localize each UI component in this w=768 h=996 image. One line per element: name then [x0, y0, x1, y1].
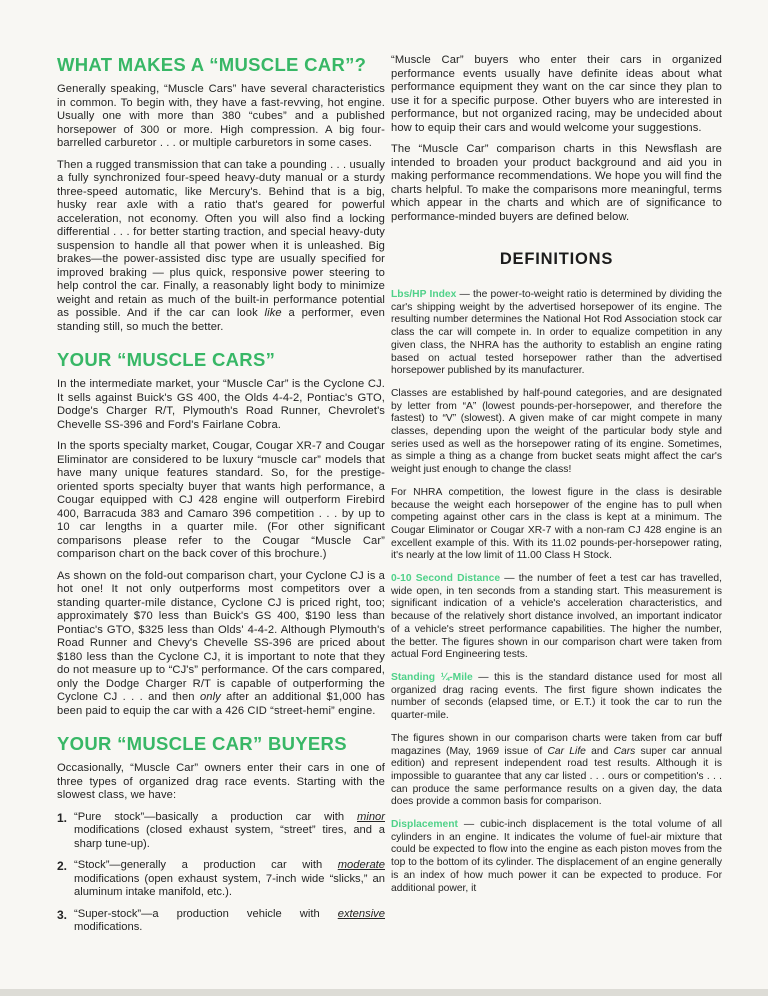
paragraph-your-cars-3: As shown on the fold-out comparison chart, your Cyclone CJ is a hot one! It not only outperforms most competitors over a standing quarter-mile distance, Cyclone CJ is priced right, too; approximately $70 less than Buick's GS 400, $190 less than Pontiac's GTO, $325 less than Olds' 4-4-2. Although Plymouth's Road Runner and Chevy's Chevelle SS-396 are priced about $180 less than the Cyclone CJ, it is important to note that they do not measure up to “CJ's” performance. Of the cars compared, only the Dodge Charger R/T is capable of outperforming the Cyclone CJ . . . and then only after an additional $1,000 has been paid to equip the car with a 426 CID “street-hemi” engine. [57, 569, 386, 717]
left-column [57, 54, 385, 943]
paragraph-newsflash: The “Muscle Car” comparison charts in this Newsflash are intended to broaden your product background and aid you in making performance recommendations. We hope you will find the charts helpful. To make the comparisons more meaningful, terms which appear in the charts and which are of significance to performance-minded buyers are defined below. [391, 143, 722, 223]
paragraph-buyers-intro: Occasionally, “Muscle Car” owners enter their cars in one of three types of organized drag race events. Starting with the slowest class, we have: [57, 762, 385, 801]
definition-lbs-hp-classes: Classes are established by half-pound categories, and are designated by letter from “A” (lowest pounds-per-horsepower, and therefore the fastest) to “V” (slowest). A given make of car might compete in many classes, depending upon the weight of the particular body style and series used as well as the horsepower rating of its engine. Sometimes, as simple a thing as a change from bucket seats might affect the car's weight just enough to change the class! [391, 387, 722, 476]
drag-class-list [57, 811, 385, 935]
section-heading-what-makes: WHAT MAKES A “MUSCLE CAR”? [57, 54, 367, 75]
list-item-number: 2. [57, 859, 68, 873]
list-item-text: “Super-stock”—a production vehicle with extensive modifications. [74, 907, 385, 933]
paragraph-what-makes-1: Generally speaking, “Muscle Cars” have several characteristics in common. To begin with, they have a fast-revving, hot engine. Usually one with more than 380 “cubes” and a published horsepower of 300 or more. High compression. A big four-barrelled carburetor . . . or multiple carburetors in some cases. [57, 83, 385, 149]
paragraph-your-cars-2: In the sports specialty market, Cougar, Cougar XR-7 and Cougar Eliminator are considered to be luxury “muscle car” models that have many unique features standard. So, for the prestige-oriented sports specialty buyer that wants high performance, a Cougar equipped with CJ 428 engine will outperform Firebird 400, Barracuda 383 and Camaro 396 competition . . . by up to 10 car lengths in a quarter mile. (For other significant comparisons please refer to the Cougar “Muscle Car” comparison chart on the back cover of this brochure.) [57, 440, 385, 560]
definition-term-displacement: Displacement [391, 819, 458, 831]
definition-quarter-mile-sources: The figures shown in our comparison charts were taken from car buff magazines (May, 1969 issue of Car Life and Cars super car annual edition) and represent independent road test results. Although it is impossible to guarantee that any car listed . . . ours or competition's . . . can produce the same performance results on a given day, the data does provide a common basis for comparison. [391, 732, 723, 808]
definition-term-quarter-mile: Standing ¼-Mile [391, 671, 473, 683]
definitions-heading: DEFINITIONS [499, 250, 614, 268]
definition-body: — the number of feet a test car has travelled, wide open, in ten seconds from a standing start. This measurement is significant indication of a vehicle's acceleration characteristics, and because of the relatively short distance involved, an important indicator of a vehicle's street performance capabilities. The higher the number, the better. The figures shown in our comparison chart were taken from actual Ford Engineering tests. [391, 573, 723, 661]
paragraph-your-cars-1: In the intermediate market, your “Muscle Car” is the Cyclone CJ. It sells against Buick's GS 400, the Olds 4-4-2, Pontiac's GTO, Dodge's Charger R/T, Plymouth's Road Runner, Chevrolet's Chevelle SS-396 and Ford's Fairlane Cobra. [57, 378, 385, 431]
definition-body: — the power-to-weight ratio is determined by dividing the car's shipping weight by the advertised horsepower of its engine. The resulting number determines the National Hot Rod Association stock car class the car will compete in. In order to equalize competition in any given class, the NHRA has the authority to establish an engine rating based on actual tested horsepower rather than the advertised horsepower published by its manufacturer. [391, 289, 723, 377]
definition-displacement [391, 819, 722, 895]
definition-lbs-hp [391, 289, 722, 378]
section-heading-your-muscle-cars: YOUR “MUSCLE CARS” [57, 349, 276, 370]
definition-body: — cubic-inch displacement is the total volume of all cylinders in an engine. It indicates the volume of fuel-air mixture that could be expected to flow into the engine as each piston moves from the top to the bottom of its cylinder. The displacement of an engine generally is an index of how much power it can be expected to produce. For additional power, it [391, 819, 722, 894]
definition-0-10-distance [391, 573, 722, 662]
list-item [57, 859, 385, 900]
list-item [57, 908, 385, 935]
definition-quarter-mile [391, 672, 722, 723]
list-item [57, 811, 385, 852]
right-column [391, 54, 722, 905]
definition-term-0-10: 0-10 Second Distance [391, 573, 501, 585]
list-item-text: “Pure stock”—basically a production car with minor modifications (closed exhaust system, “street” tires, and a sharp tune-up). [74, 810, 385, 850]
definition-body: — this is the standard distance used for most all organized drag racing events. The first figure shown indicates the number of seconds (elapsed time, or E.T.) it took the car to run the quarter-mile. [391, 671, 723, 722]
paragraph-what-makes-2: Then a rugged transmission that can take a pounding . . . usually a fully synchronized four-speed heavy-duty manual or a sturdy three-speed automatic, like Mercury's. Behind that is a big, husky rear axle with a ratio that's geared for powerful acceleration, not economy. Often you will also find a locking differential . . . for better starting traction, and special heavy-duty suspension to handle all that power when it is unleashed. Big brakes—the power-assisted disc type are usually specified for improved braking — plus quick, responsive power steering to help control the car. Finally, a reasonably light body to minimize weight and retain as much of the built-in performance potential as possible. And if the car can look like a performer, even standing still, so much the better. [57, 158, 385, 333]
page-bottom-scan-edge [0, 989, 768, 996]
paragraph-buyers-organized: “Muscle Car” buyers who enter their cars in organized performance events usually have definite ideas about what performance equipment they want on the car since they plan to use it for a specific purpose. Other buyers who are interested in performance, but not organized racing, may be undecided about how to equip their cars and would welcome your suggestions. [391, 54, 722, 134]
definition-term-lbs-hp: Lbs/HP Index [391, 289, 457, 300]
section-heading-buyers: YOUR “MUSCLE CAR” BUYERS [57, 733, 347, 754]
definition-lbs-hp-nhra: For NHRA competition, the lowest figure in the class is desirable because the weight each horsepower of the engine has to pull when competing against other cars in the class is kept at a minimum. The Cougar Eliminator or Cougar XR-7 with a non-ram CJ 428 engine is an excellent example of this. With its 11.02 pounds-per-horsepower rating, it's nearly at the low limit of 11.00 Class H Stock. [391, 486, 722, 562]
list-item-text: “Stock”—generally a production car with moderate modifications (open exhaust system, 7-inch wide “slicks,” an aluminum intake manifold, etc.). [74, 859, 385, 898]
list-item-number: 1. [57, 810, 68, 825]
list-item-number: 3. [57, 907, 68, 922]
